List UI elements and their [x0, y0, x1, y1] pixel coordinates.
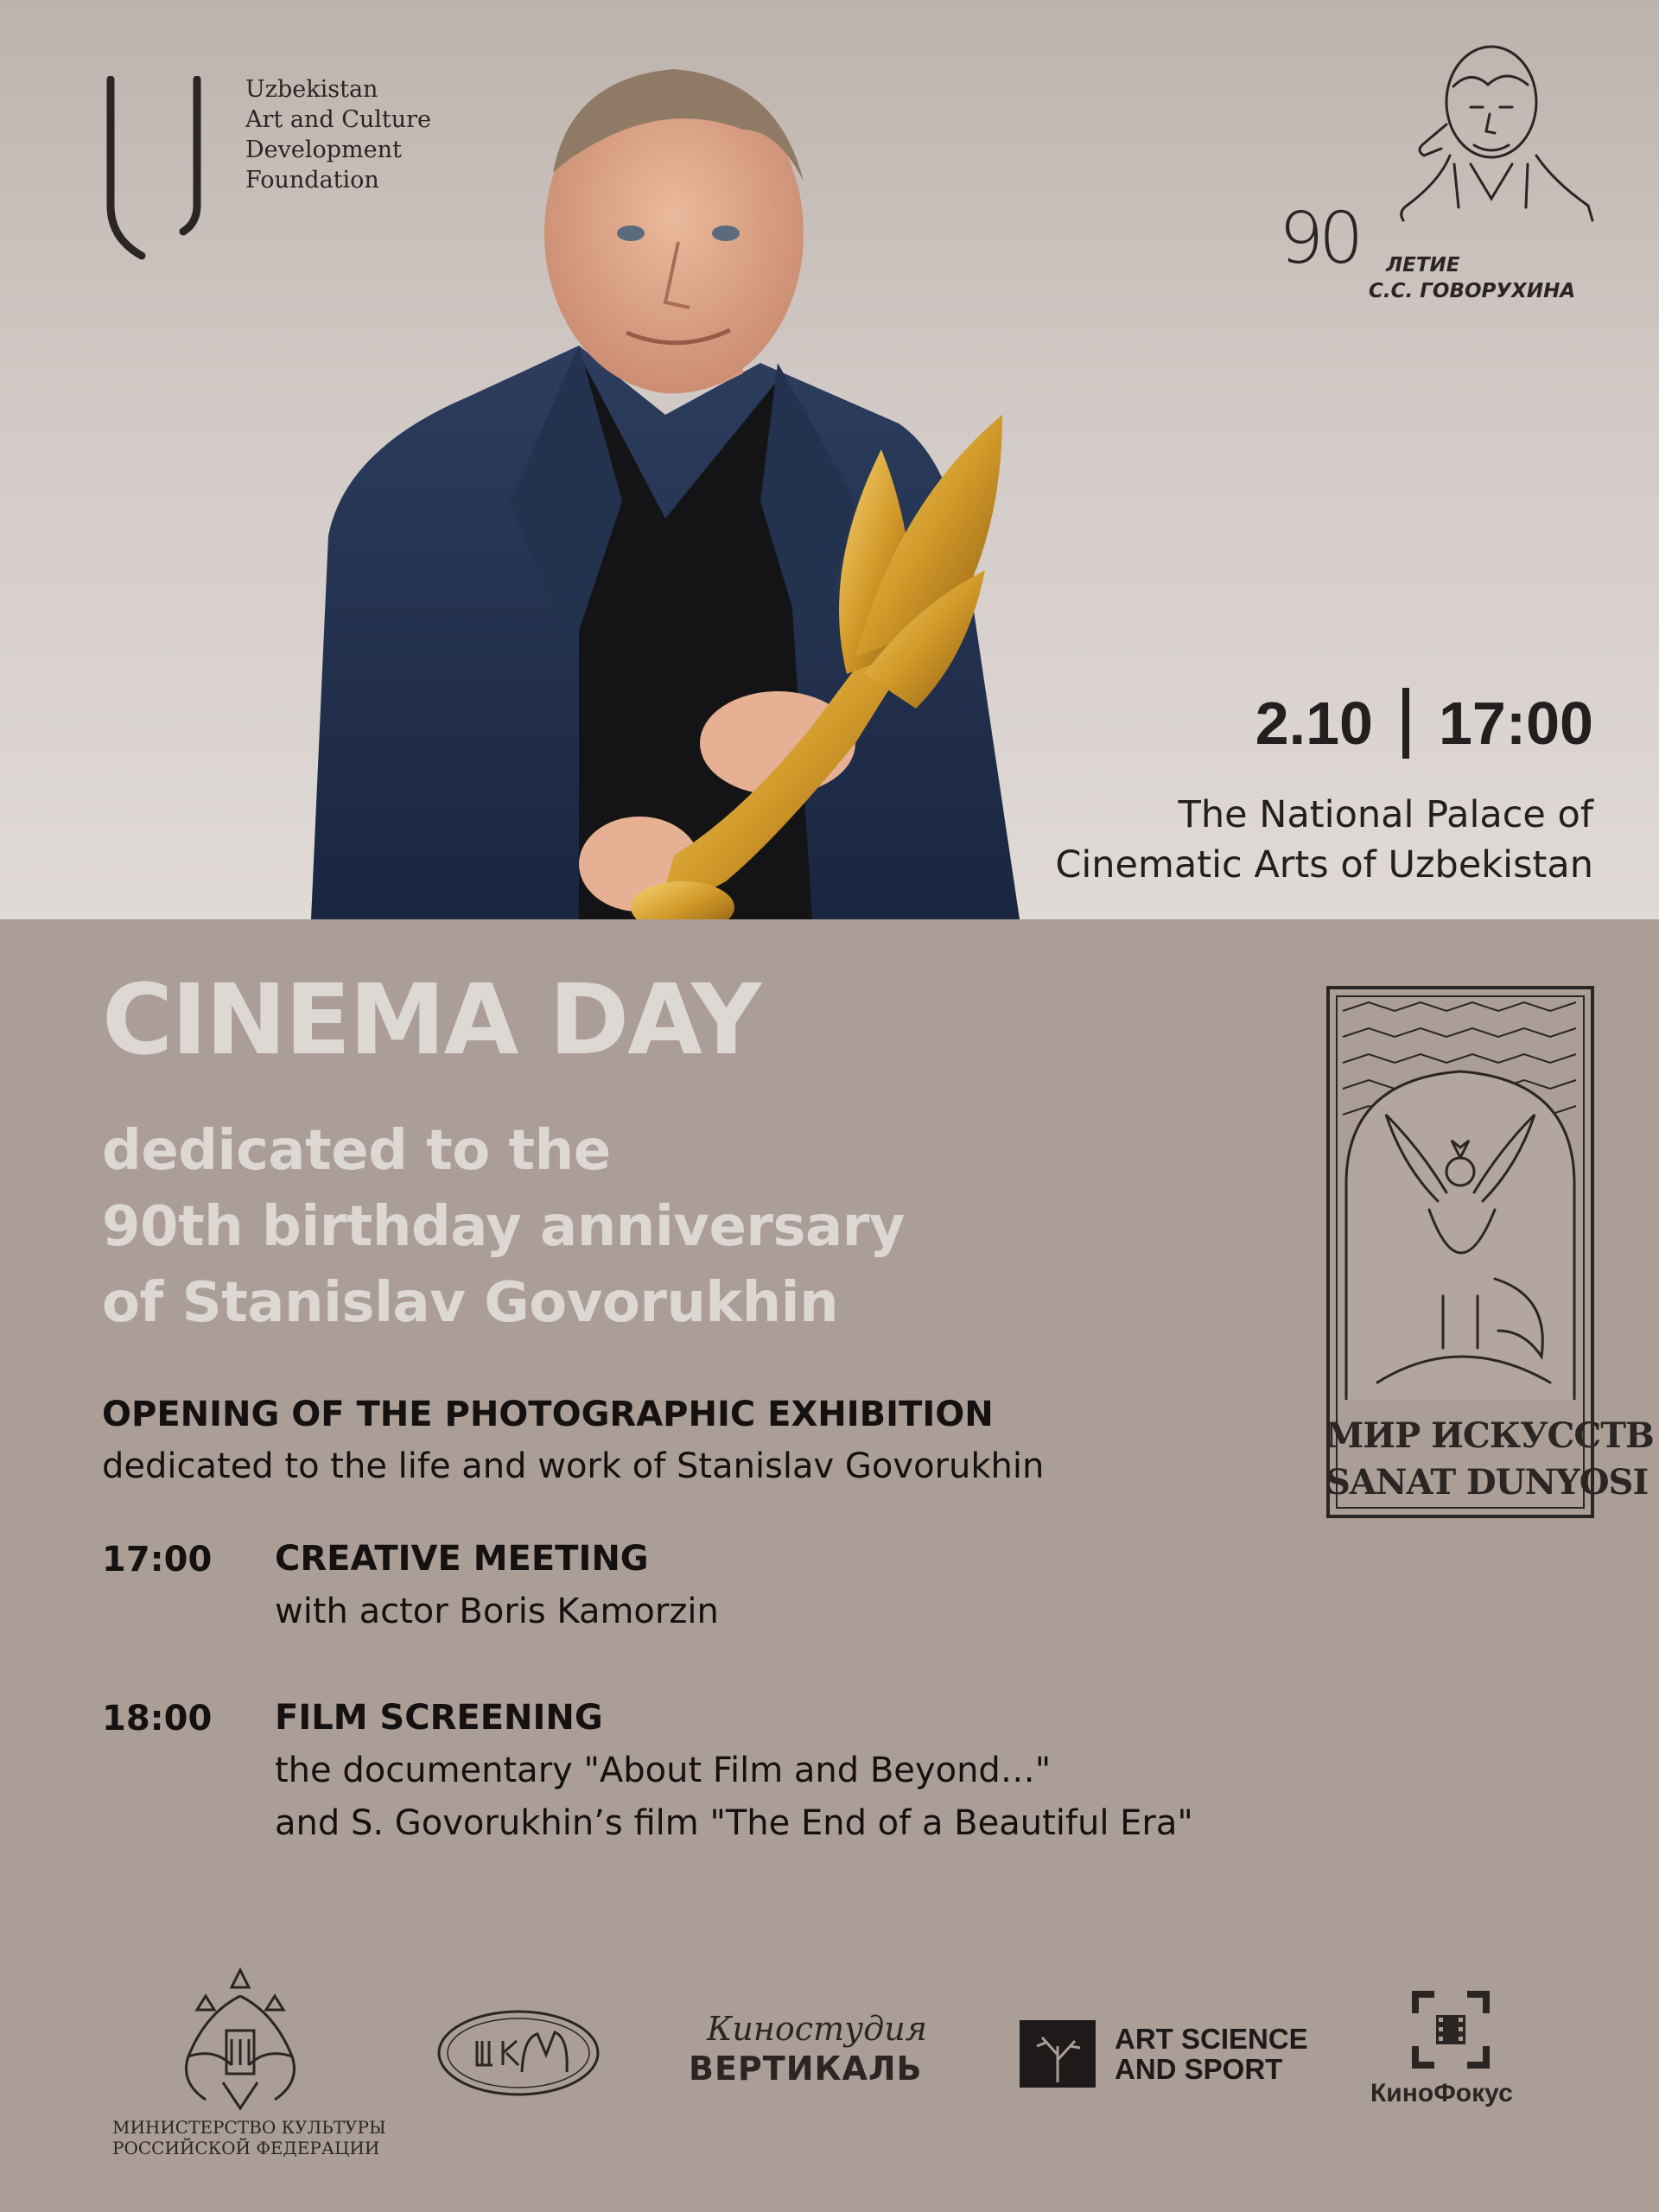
- ministry-line: МИНИСТЕРСТВО КУЛЬТУРЫ: [112, 2117, 386, 2138]
- program-time: 17:00: [102, 1540, 213, 1580]
- venue-line: The National Palace of: [1178, 793, 1593, 836]
- foundation-line: Uzbekistan: [245, 76, 378, 103]
- event-venue: [1055, 790, 1593, 890]
- venue-line: Cinematic Arts of Uzbekistan: [1055, 843, 1593, 887]
- kinostudio-line-2: ВЕРТИКАЛЬ: [689, 2050, 923, 2088]
- asp-line: ART SCIENCE: [1115, 2023, 1308, 2055]
- program-item: [275, 1533, 719, 1638]
- asp-name: [1115, 2024, 1308, 2084]
- mir-line-2: SANAT DUNYOSI: [1325, 1462, 1649, 1503]
- page-title: CINEMA DAY: [102, 964, 760, 1077]
- page-subtitle: [102, 1113, 905, 1341]
- asp-line: AND SPORT: [1115, 2053, 1283, 2085]
- program-desc: the documentary "About Film and Beyond…": [275, 1751, 1052, 1790]
- mir-line-1: МИР ИСКУССТВ: [1325, 1415, 1654, 1456]
- kinofokus-name: КиноФокус: [1370, 2079, 1513, 2107]
- subtitle-line: of Stanislav Govorukhin: [102, 1271, 839, 1335]
- program-time: 18:00: [102, 1699, 213, 1738]
- subtitle-line: dedicated to the: [102, 1119, 611, 1183]
- kinostudio-line-1: Киностудия: [707, 2010, 927, 2048]
- datetime-separator: [1402, 688, 1409, 759]
- foundation-line: Development: [245, 137, 402, 163]
- program-title: CREATIVE MEETING: [275, 1539, 649, 1579]
- program-desc: and S. Govorukhin’s film "The End of a Beautiful Era": [275, 1803, 1193, 1843]
- foundation-line: Art and Culture: [245, 106, 431, 133]
- ministry-line: РОССИЙСКОЙ ФЕДЕРАЦИИ: [112, 2138, 380, 2158]
- foundation-u-logo-icon: [104, 76, 207, 262]
- event-date: 2.10: [1255, 690, 1373, 757]
- foundation-line: Foundation: [245, 167, 379, 194]
- event-datetime: [1255, 688, 1593, 759]
- actor-portrait-photo: [294, 52, 1123, 919]
- program-desc: with actor Boris Kamorzin: [275, 1592, 719, 1631]
- program-title: FILM SCREENING: [275, 1698, 603, 1738]
- asp-tree-mark-icon: [1020, 2020, 1096, 2088]
- kinofokus-frame-icon: [1412, 1991, 1490, 2069]
- subtitle-line: 90th birthday anniversary: [102, 1195, 905, 1259]
- program-item: [275, 1692, 1193, 1850]
- ministry-eagle-emblem-icon: [171, 1961, 309, 2113]
- hero-section: [0, 0, 1659, 919]
- anniversary-line-2: С.С. ГОВОРУХИНА: [1369, 280, 1576, 302]
- opening-desc: dedicated to the life and work of Stanislav Govorukhin: [102, 1446, 1045, 1486]
- ministry-name: [112, 2117, 386, 2158]
- anniversary-number: 90: [1279, 198, 1359, 280]
- anniversary-line-1: ЛЕТИЕ: [1386, 254, 1460, 276]
- opening-title: OPENING OF THE PHOTOGRAPHIC EXHIBITION: [102, 1395, 994, 1434]
- ckm-monogram-icon: [432, 2003, 605, 2107]
- event-time: 17:00: [1438, 690, 1593, 757]
